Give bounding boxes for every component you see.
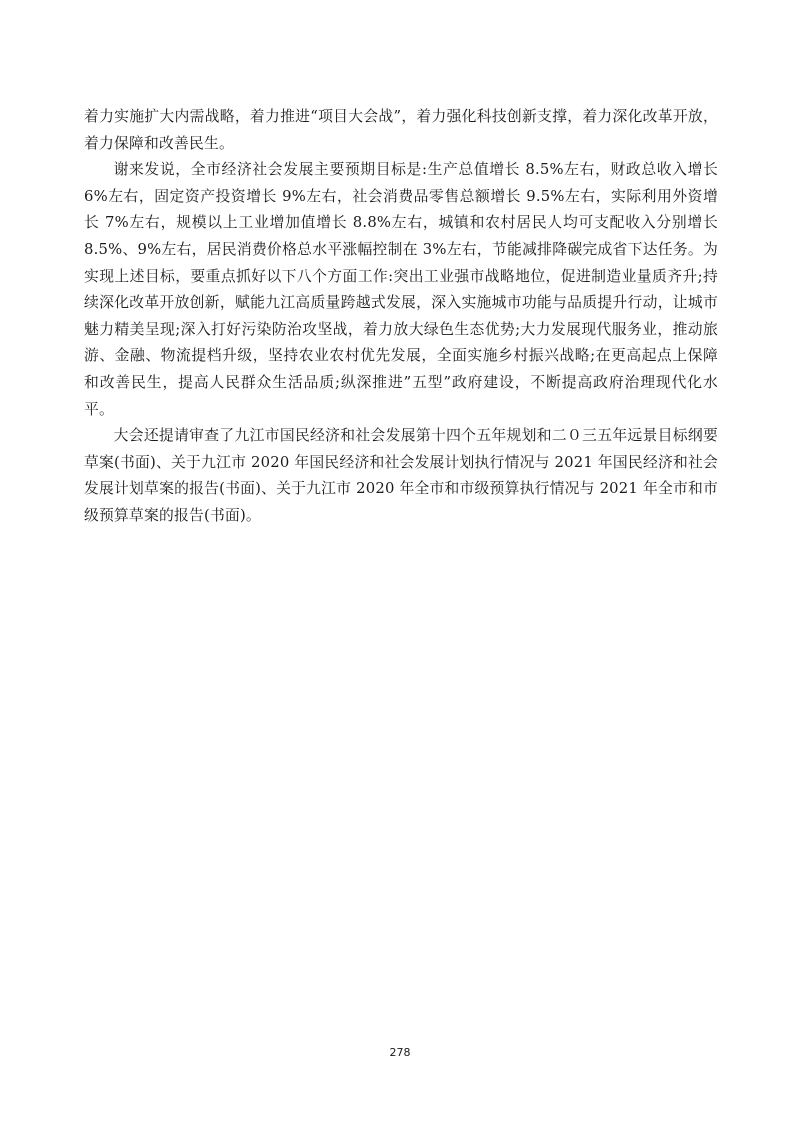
paragraph-1: 着力实施扩大内需战略，着力推进“项目大会战”，着力强化科技创新支撑，着力深化改革开放，着力保障和改善民生。 bbox=[84, 108, 718, 152]
page-number: 278 bbox=[389, 1046, 411, 1059]
paragraph-2: 谢来发说，全市经济社会发展主要预期目标是:生产总值增长 8.5%左右，财政总收入增长 6%左右，固定资产投资增长 9%左右，社会消费品零售总额增长 9.5%左右，实际利用外资增长 7%左右，规模以上工业增加值增长 8.8%左右，城镇和农村居民人均可支配收入分别增长 8.5%、9%左右，居民消费价格总水平涨幅控制在 3%左右，节能减排降碳完成省下达任务。为实现上述目标，要重点抓好以下八个方面工作:突出工业强市战略地位，促进制造业量质齐升;持续深化改革开放创新，赋能九江高质量跨越式发展，深入实施城市功能与品质提升行动，让城市魅力精美呈现;深入打好污染防治攻坚战，着力放大绿色生态优势;大力发展现代服务业，推动旅游、金融、物流提档升级，坚持农业农村优先发展，全面实施乡村振兴战略;在更高起点上保障和改善民生，提高人民群众生活品质;纵深推进”五型”政府建设，不断提高政府治理现代化水平。 bbox=[84, 161, 718, 418]
document-body bbox=[84, 104, 718, 530]
paragraph-3: 大会还提请审查了九江市国民经济和社会发展第十四个五年规划和二０三五年远景目标纲要草案(书面)、关于九江市 2020 年国民经济和社会发展计划执行情况与 2021 年国民经济和社会发展计划草案的报告(书面)、关于九江市 2020 年全市和市级预算执行情况与 2021 年全市和市级预算草案的报告(书面)。 bbox=[84, 427, 718, 524]
